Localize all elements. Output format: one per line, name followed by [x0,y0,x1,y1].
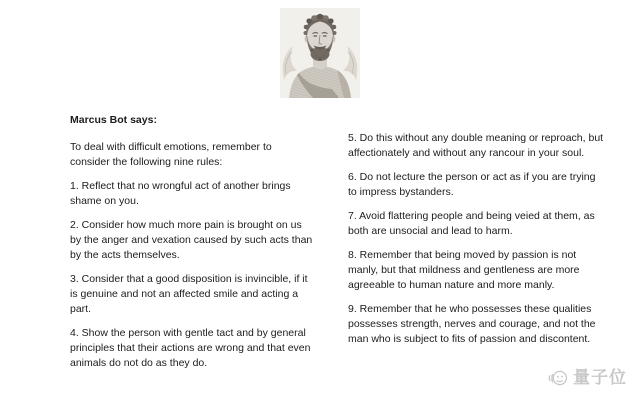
intro-paragraph: To deal with difficult emotions, remember to consider the following nine rules: [70,141,272,168]
marcus-aurelius-portrait [280,8,360,98]
right-column [348,131,604,356]
rule-5: 5. Do this without any double meaning or reproach, but affectionately and without any rancour in your soul. [348,132,604,159]
rule-7: 7. Avoid flattering people and being veied at them, as both are unsocial and lead to harm. [348,210,595,237]
left-column [70,113,314,380]
rule-2: 2. Consider how much more pain is brought on us by the anger and vexation caused by such acts than by the acts themselves. [70,219,313,261]
rule-6: 6. Do not lecture the person or act as if you are trying to impress bystanders. [348,171,596,198]
portrait-engraving-icon [280,8,360,98]
rule-9: 9. Remember that he who possesses these qualities possesses strength, nerves and courage, and not the man who is subject to fits of passion and discontent. [348,303,596,345]
bot-says-heading: Marcus Bot says: [70,114,157,126]
qbitai-face-icon [547,367,569,389]
rule-8: 8. Remember that being moved by passion is not manly, but that mildness and gentleness are more agreeable to human nature and more manly. [348,249,580,291]
watermark [547,366,627,390]
rule-1: 1. Reflect that no wrongful act of another brings shame on you. [70,180,291,207]
watermark-text: 量子位 [573,368,627,387]
rule-4: 4. Show the person with gentle tact and by general principles that their actions are wrong and that even animals do not do as they do. [70,327,311,369]
rule-3: 3. Consider that a good disposition is invincible, if it is genuine and not an affected smile and acting a part. [70,273,308,315]
